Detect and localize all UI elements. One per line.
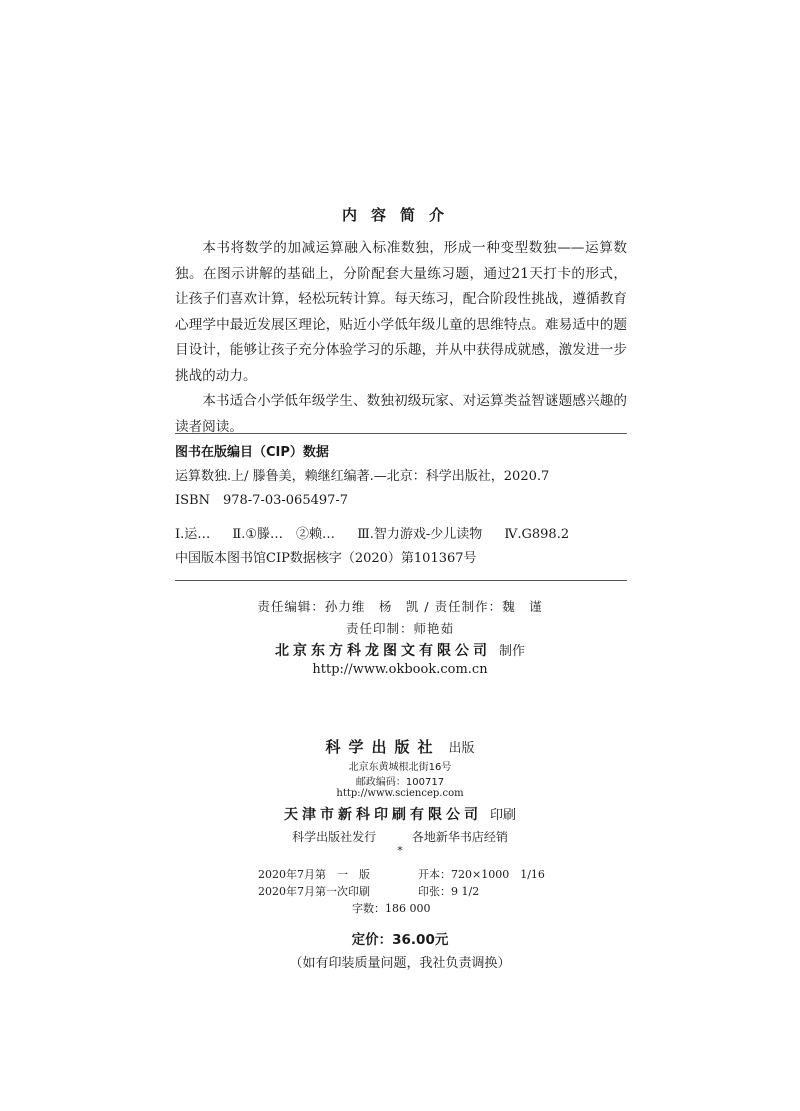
publisher-role: 出版: [448, 741, 475, 756]
summary-title: 内容简介: [341, 206, 458, 224]
seller: 各地新华书店经销: [411, 830, 508, 844]
producer-line: [0, 640, 800, 660]
publisher-line: [0, 736, 800, 757]
word-count: 字数：186 000: [352, 902, 431, 915]
cip-class-item: Ⅱ.①滕… ②赖…: [232, 527, 336, 542]
summary-text: [175, 236, 627, 440]
edition-date: 2020年7月第 一 版: [258, 868, 370, 881]
book-format: 开本：720×1000 1/16: [418, 868, 545, 881]
cip-isbn: ISBN 978-7-03-065497-7: [175, 493, 349, 508]
cip-block: [175, 441, 627, 571]
printed-sheets: 印张：9 1/2: [418, 885, 480, 898]
cip-heading: 图书在版编目（CIP）数据: [175, 445, 329, 460]
cip-classification: [175, 523, 627, 547]
cip-title-line: 运算数独.上/ 滕鲁美，赖继红编著.—北京：科学出版社，2020.7: [175, 469, 550, 484]
printer-name: 天津市新科印刷有限公司: [283, 807, 482, 823]
publisher-name: 科学出版社: [325, 738, 441, 756]
producer-url: http://www.okbook.com.cn: [312, 662, 488, 677]
producer-role: 制作: [498, 644, 525, 659]
cip-class-item: Ⅰ.运…: [175, 527, 211, 542]
separator-star: *: [397, 844, 403, 857]
cip-record-number: 中国版本图书馆CIP数据核字（2020）第101367号: [175, 551, 477, 566]
publisher-postcode: 邮政编码：100717: [355, 777, 445, 788]
printing-staff-line: 责任印制：师艳茹: [345, 621, 454, 636]
printer-line: [0, 804, 800, 824]
price: 定价：36.00元: [351, 932, 449, 948]
summary-paragraph: 本书适合小学低年级学生、数独初级玩家、对运算类益智谜题感兴趣的读者阅读。: [175, 393, 627, 435]
printer-role: 印刷: [489, 808, 516, 823]
cip-class-item: Ⅲ.智力游戏-少儿读物: [357, 527, 483, 542]
summary-paragraph: 本书将数学的加减运算融入标准数独，形成一种变型数独——运算数独。在图示讲解的基础上，分阶配套大量练习题，通过21天打卡的形式，让孩子们喜欢计算，轻松玩转计算。每天练习，配合阶段性挑战，遵循教育心理学中最近发展区理论，贴近小学低年级儿童的思维特点。难易适中的题目设计，能够让孩子充分体验学习的乐趣，并从中获得成就感，激发进一步挑战的动力。: [175, 240, 627, 384]
cip-bottom-divider: [175, 580, 627, 581]
cip-class-item: Ⅳ.G898.2: [504, 527, 570, 542]
distribution-line: [0, 828, 800, 845]
cip-top-divider: [175, 433, 627, 434]
publisher-address: 北京东黄城根北街16号: [348, 762, 452, 773]
editors-line: 责任编辑：孙力维 杨 凯 / 责任制作：魏 谨: [257, 599, 543, 614]
distributor: 科学出版社发行: [292, 830, 377, 844]
publisher-url: http://www.sciencep.com: [336, 788, 464, 799]
quality-note: （如有印装质量问题，我社负责调换）: [289, 956, 511, 971]
printing-date: 2020年7月第一次印刷: [258, 885, 370, 898]
producer-name: 北京东方科龙图文有限公司: [274, 643, 491, 659]
